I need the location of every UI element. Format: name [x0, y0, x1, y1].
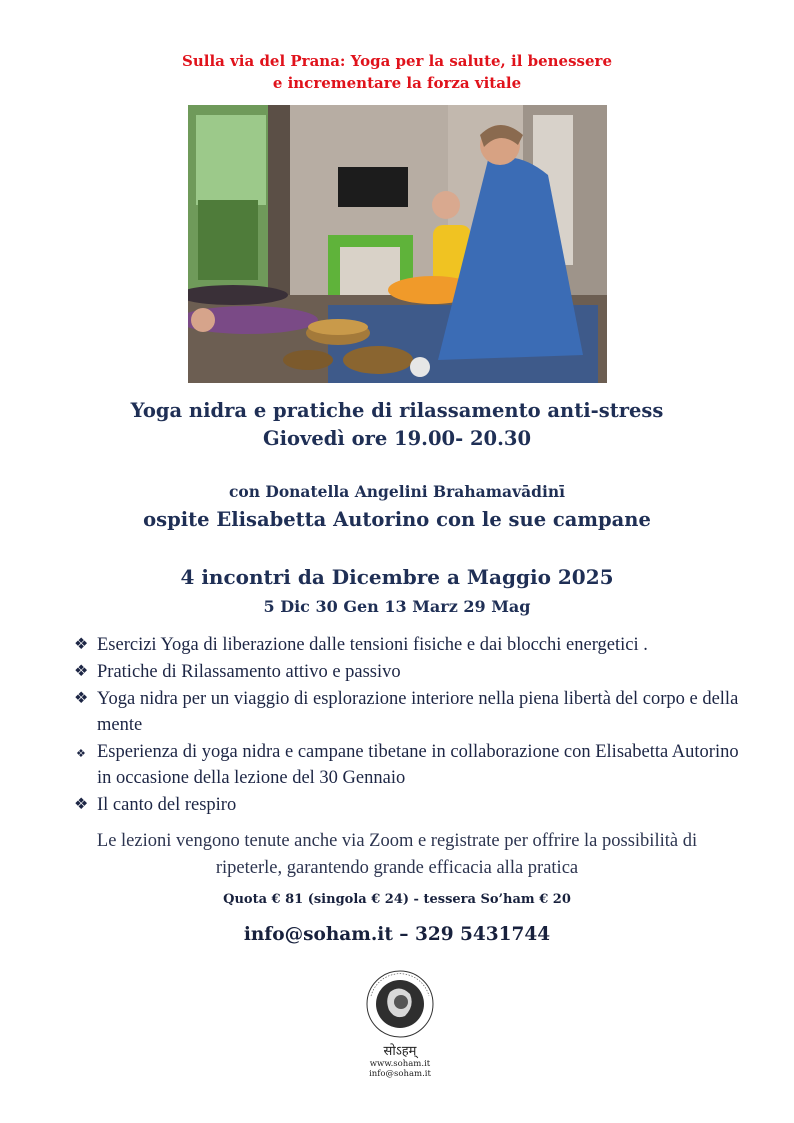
activity-list: [74, 632, 754, 819]
yoga-photo-illustration: [188, 105, 607, 383]
list-item-text: Il canto del respiro: [97, 795, 237, 815]
list-item: [74, 632, 754, 658]
zoom-note: [0, 828, 794, 882]
header-title: [0, 50, 794, 94]
guest-line: ospite Elisabetta Autorino con le sue campane: [143, 508, 651, 531]
diamond-bullet-icon: ❖: [76, 748, 86, 760]
list-item: [74, 686, 754, 738]
logo-devanagari: सोऽहम्: [383, 1044, 417, 1059]
list-item: [74, 659, 754, 685]
teacher-line: con Donatella Angelini Brahamavādinī: [228, 482, 566, 501]
zoom-note-line-1: Le lezioni vengono tenute anche via Zoom e registrate per offrire la possibilità di: [96, 831, 698, 851]
header-line-1: Sulla via del Prana: Yoga per la salute, il benessere: [182, 52, 612, 70]
price-line: Quota € 81 (singola € 24) - tessera So’ham € 20: [223, 892, 571, 907]
diamond-bullet-icon: ❖: [74, 796, 89, 813]
diamond-bullet-icon: ❖: [74, 636, 89, 653]
event-schedule: Giovedì ore 19.00- 20.30: [262, 427, 532, 450]
zoom-note-line-2: ripeterle, garantendo grande efficacia alla pratica: [215, 858, 579, 878]
list-item-text: Esperienza di yoga nidra e campane tibetane in collaborazione con Elisabetta Autorino in occasione della lezione del 30 Gennaio: [97, 742, 739, 788]
list-item: [74, 739, 754, 791]
diamond-bullet-icon: ❖: [74, 690, 89, 707]
header-line-2: e incrementare la forza vitale: [272, 74, 522, 92]
list-item-text: Pratiche di Rilassamento attivo e passivo: [97, 662, 401, 682]
event-title: Yoga nidra e pratiche di rilassamento anti-stress: [130, 399, 664, 422]
logo-site: www.soham.it: [369, 1059, 431, 1069]
soham-logo: [355, 968, 445, 1079]
list-item-text: Esercizi Yoga di liberazione dalle tensioni fisiche e dai blocchi energetici .: [97, 635, 648, 655]
yoga-class-photo: [188, 105, 607, 383]
logo-email: info@soham.it: [369, 1069, 431, 1079]
list-item: [74, 792, 754, 818]
soham-seal-icon: [355, 968, 445, 1040]
dates-line: 5 Dic 30 Gen 13 Marz 29 Mag: [263, 597, 531, 616]
contact-line: info@soham.it – 329 5431744: [243, 924, 551, 945]
meetings-line: 4 incontri da Dicembre a Maggio 2025: [180, 565, 614, 589]
diamond-bullet-icon: ❖: [74, 663, 89, 680]
list-item-text: Yoga nidra per un viaggio di esplorazione interiore nella piena libertà del corpo e della mente: [97, 689, 739, 735]
event-info: [0, 397, 794, 453]
